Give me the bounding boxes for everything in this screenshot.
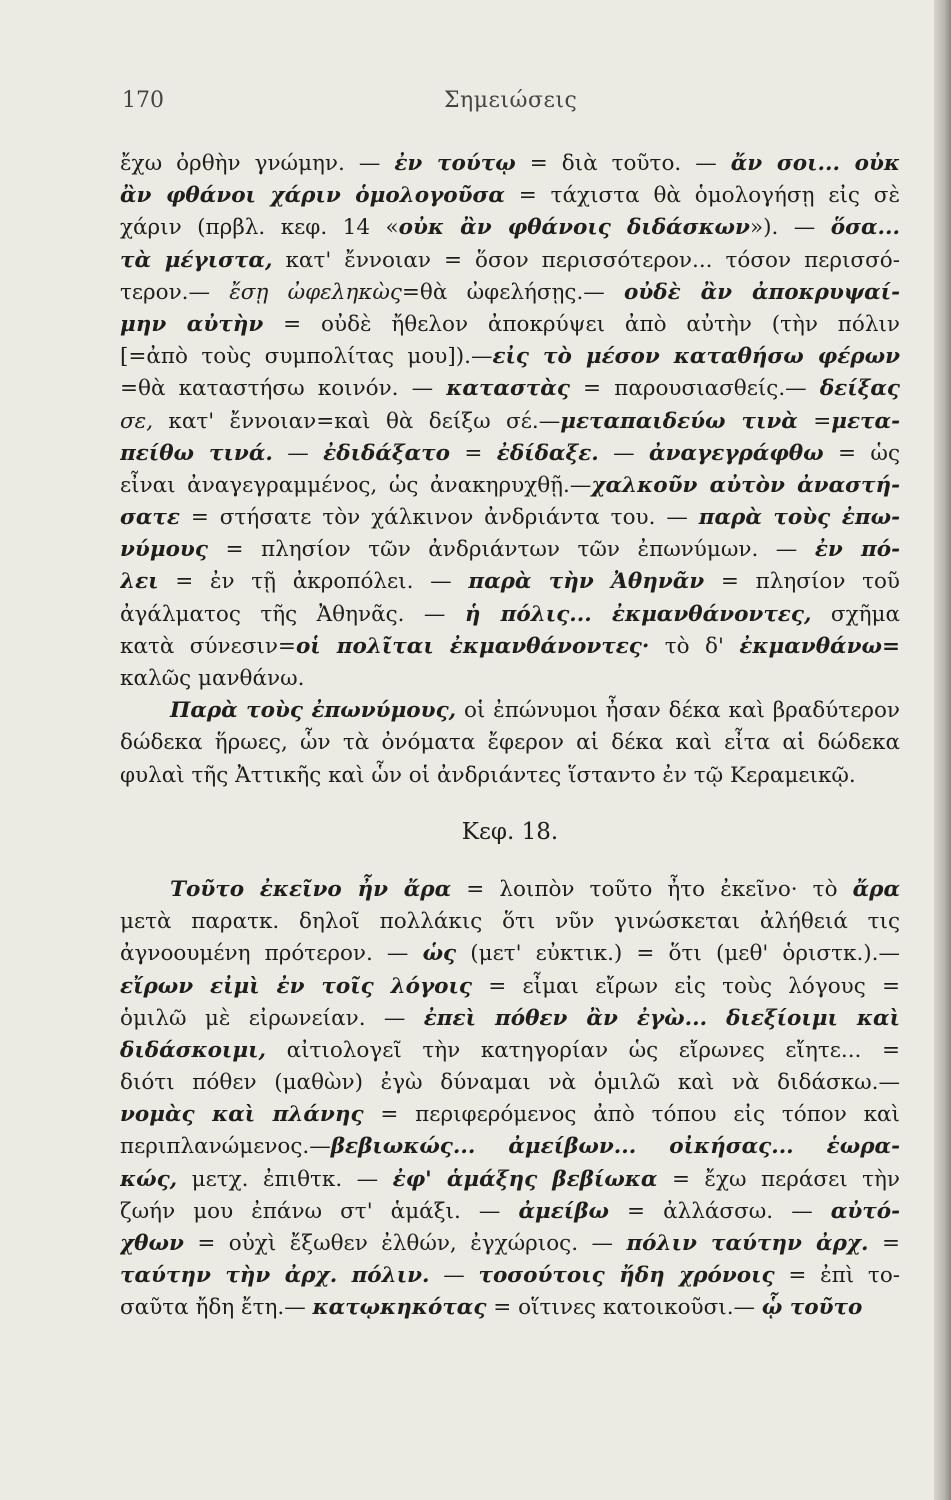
text-run: χάριν (πρβλ. κεφ. 14 « [120,215,399,241]
text-line [120,470,900,502]
lemma-term: τὰ μέγιστα, [120,247,273,273]
text-line [120,502,900,534]
text-run: ἀγνοουμένη πρότερον. — [120,941,423,967]
notes-block-2 [120,695,900,792]
text-run: = πλησίον τῶν ἀνδριάντων τῶν ἐπωνύμων. — [207,537,815,563]
lemma-term: Παρὰ τοὺς ἐπωνύμους, [170,698,457,724]
text-run: τὸ δ' [649,633,740,659]
lemma-term: κώς, [120,1166,178,1192]
text-run: σχῆμα [811,601,900,627]
text-run: εἶναι ἀναγεγραμμένος, ὡς ἀνακηρυχθῇ.— [120,472,592,498]
page-edge [934,0,951,1500]
lemma-term: ἐδίδαξε. [496,440,599,466]
text-line [120,1164,900,1196]
text-run: κατ' ἔννοιαν = ὅσον περισσότερον... τόσον περισσό- [272,247,900,273]
text-run: φυλαὶ τῆς Ἀττικῆς καὶ ὧν οἱ ἀνδριάντες ἵσταντο ἐν τῷ Κεραμεικῷ. [120,762,856,788]
notes-block-1 [120,148,900,695]
lemma-term: ἐν πό- [814,537,900,563]
lemma-term: αὐτό- [830,1198,900,1224]
page-body [120,148,900,1325]
text-run: = διὰ τοῦτο. — [515,151,731,176]
text-run: = [449,440,497,466]
italic-term: σε, [120,408,154,434]
lemma-term: ταύτην τὴν ἀρχ. πόλιν. [120,1263,430,1289]
text-run: ἔχω ὀρθὴν γνώμην. — [120,151,395,176]
text-run: »). — [749,215,831,241]
text-run: = οὐχὶ ἔξωθεν ἐλθών, ἐγχώριος. — [183,1231,627,1256]
text-line [120,1003,900,1035]
lemma-term: δείξας [819,376,900,402]
text-line [120,938,900,970]
text-line [120,631,900,663]
text-run: μετὰ παρατκ. δηλοῖ πολλάκις ὅτι νῦν γινώσκεται ἀλήθειά τις [120,909,900,935]
text-run: κατὰ σύνεσιν= [120,633,296,659]
lemma-term: παρὰ τοὺς ἐπω- [698,505,900,531]
text-run: = τάχιστα θὰ ὁμολογήσῃ εἰς σὲ [504,183,900,209]
text-line [120,212,900,244]
text-line [120,1292,900,1324]
text-line [120,309,900,341]
text-line [120,1260,900,1292]
text-run: = περιφερόμενος ἀπὸ τόπου εἰς τόπον καὶ [363,1102,900,1128]
lemma-term: Τοῦτο ἐκεῖνο ἦν ἄρα [170,876,452,902]
text-line [120,663,900,695]
text-run: μετχ. ἐπιθτκ. — [177,1166,393,1192]
lemma-term: εἰς τὸ μέσον καταθήσω φέρων [492,344,900,370]
lemma-term: ἄρα [852,876,900,902]
text-run: = [868,1231,900,1256]
text-line [120,438,900,470]
text-run: = ἀλλάσσω. — [608,1198,831,1224]
lemma-term: ἐν τούτῳ [394,151,516,176]
text-run: = ὡς [823,440,900,466]
lemma-term: μετα- [831,408,900,434]
lemma-term: παρὰ τὴν Ἀθηνᾶν [468,569,705,595]
lemma-term: ἐκμανθάνω= [739,633,900,659]
text-line [120,727,900,759]
text-line [120,341,900,373]
lemma-term: χαλκοῦν αὐτὸν ἀναστή- [591,472,900,498]
lemma-term: ἀμείβω [518,1198,609,1224]
lemma-term: οἱ πολῖται ἐκμανθάνοντες· [295,633,650,659]
text-line [120,277,900,309]
text-run: = οἵτινες κατοικοῦσι.— [486,1295,762,1321]
page-header [122,88,876,122]
text-run: — [429,1263,479,1289]
text-run: — [598,440,650,466]
lemma-term: ὅσα... [830,215,900,241]
text-line [120,180,900,212]
lemma-term: πόλιν ταύτην ἀρχ. [626,1231,869,1256]
text-run: ζωήν μου ἐπάνω στ' ἁμάξι. — [120,1198,519,1224]
text-run: = ἔχω περάσει τὴν [657,1166,900,1192]
text-run: = οὐδὲ ἤθελον ἀποκρύψει ἀπὸ αὐτὴν (τὴν πόλιν [263,311,900,337]
lemma-term: μην αὐτὴν [120,311,264,337]
lemma-term: καταστὰς [446,376,570,402]
running-title: Σημειώσεις [444,88,578,113]
lemma-term: μεταπαιδεύω τινὰ [560,408,798,434]
text-run: οἱ ἐπώνυμοι ἦσαν δέκα καὶ βραδύτερον [456,698,900,724]
text-line [120,245,900,277]
page-number: 170 [122,88,164,113]
lemma-term: νομὰς καὶ πλάνης [120,1102,364,1128]
text-run: = παρουσιασθείς.— [569,376,820,402]
text-run: =θὰ καταστήσω κοινόν. — [120,376,447,402]
text-line [120,971,900,1003]
lemma-term: νύμους [120,537,208,563]
lemma-term: διδάσκοιμι, [120,1037,266,1063]
text-line [120,695,900,727]
notes-block-3 [120,874,900,1325]
lemma-term: ἡ πόλις... ἐκμανθάνοντες, [464,601,812,627]
text-run: = ἐν τῇ ἀκροπόλει. — [158,569,469,595]
lemma-term: ἄν σοι... οὐκ [730,151,900,176]
text-run: διότι πόθεν (μαθὼν) ἐγὼ δύναμαι νὰ ὁμιλῶ καὶ νὰ διδάσκω.— [120,1070,900,1096]
lemma-term: ᾧ τοῦτο [761,1295,863,1321]
text-line [120,566,900,598]
text-run: αἰτιολογεῖ τὴν κατηγορίαν ὡς εἴρωνες εἴητε... = [265,1037,900,1063]
text-run: ὁμιλῶ μὲ εἰρωνείαν. — [120,1005,424,1031]
text-run: κατ' ἔννοιαν=καὶ θὰ δείξω σέ.— [153,408,561,434]
text-run: ἀγάλματος τῆς Ἀθηνᾶς. — [120,601,465,627]
text-line [120,1067,900,1099]
lemma-term: οὐδὲ ἂν ἀποκρυψαί- [624,279,900,305]
text-run: = πλησίον τοῦ [704,569,900,595]
text-run: περιπλανώμενος.— [120,1134,331,1160]
text-run: =θὰ ὠφελήσῃς.— [401,279,625,305]
lemma-term: βεβιωκώς... ἀμείβων... οἰκήσας... ἑωρα- [330,1134,900,1160]
text-line [120,760,900,792]
text-run: (μετ' εὐκτικ.) = ὅτι (μεθ' ὁριστκ.).— [456,941,900,967]
text-line [120,406,900,438]
lemma-term: ὡς [422,941,457,967]
text-run: = λοιπὸν τοῦτο ἦτο ἐκεῖνο· τὸ [451,876,853,902]
section-heading: Κεφ. 18. [461,818,559,845]
lemma-term: ἂν φθάνοι χάριν ὁμολογοῦσα [120,183,505,209]
lemma-term: ἐδιδάξατο [323,440,450,466]
text-run: = στήσατε τὸν χάλκινον ἀνδριάντα του. — [179,505,699,531]
italic-term: ἔσῃ ὠφεληκὼς [229,279,402,305]
lemma-term: κατῳκηκότας [312,1295,487,1321]
text-line [120,1035,900,1067]
text-run: = [797,408,832,434]
text-line [120,599,900,631]
lemma-term: εἴρων εἰμὶ ἐν τοῖς λόγοις [120,973,473,999]
text-line [120,1099,900,1131]
lemma-term: ἐπεὶ πόθεν ἂν ἐγὼ... διεξίοιμι καὶ [423,1005,900,1031]
lemma-term: ἐφ' ἁμάξης βεβίωκα [392,1166,658,1192]
lemma-term: πείθω τινά. [120,440,273,466]
text-line [120,1131,900,1163]
text-line [120,874,900,906]
text-run: = εἶμαι εἴρων εἰς τοὺς λόγους = [472,973,900,999]
lemma-term: ἀναγεγράφθω [649,440,824,466]
lemma-term: τοσούτοις ἤδη χρόνοις [478,1263,775,1289]
text-line [120,1228,900,1260]
text-run: δώδεκα ἥρωες, ὧν τὰ ὀνόματα ἔφερον αἱ δέκα καὶ εἶτα αἱ δώδεκα [120,730,900,756]
lemma-term: λει [120,569,159,595]
text-line [120,373,900,405]
text-line [120,906,900,938]
lemma-term: οὐκ ἂν φθάνοις διδάσκων [398,215,750,241]
text-run: = ἐπὶ το- [774,1263,900,1289]
lemma-term: σατε [120,505,180,531]
text-line [120,148,900,180]
text-run: — [272,440,324,466]
text-run: σαῦτα ἤδη ἔτη.— [120,1295,313,1321]
text-line [120,1196,900,1228]
text-run: καλῶς μανθάνω. [120,666,305,691]
text-run: τερον.— [120,279,230,305]
text-run: [=ἀπὸ τοὺς συμπολίτας μου]).— [120,344,493,370]
text-line [120,534,900,566]
lemma-term: χθων [120,1231,184,1256]
